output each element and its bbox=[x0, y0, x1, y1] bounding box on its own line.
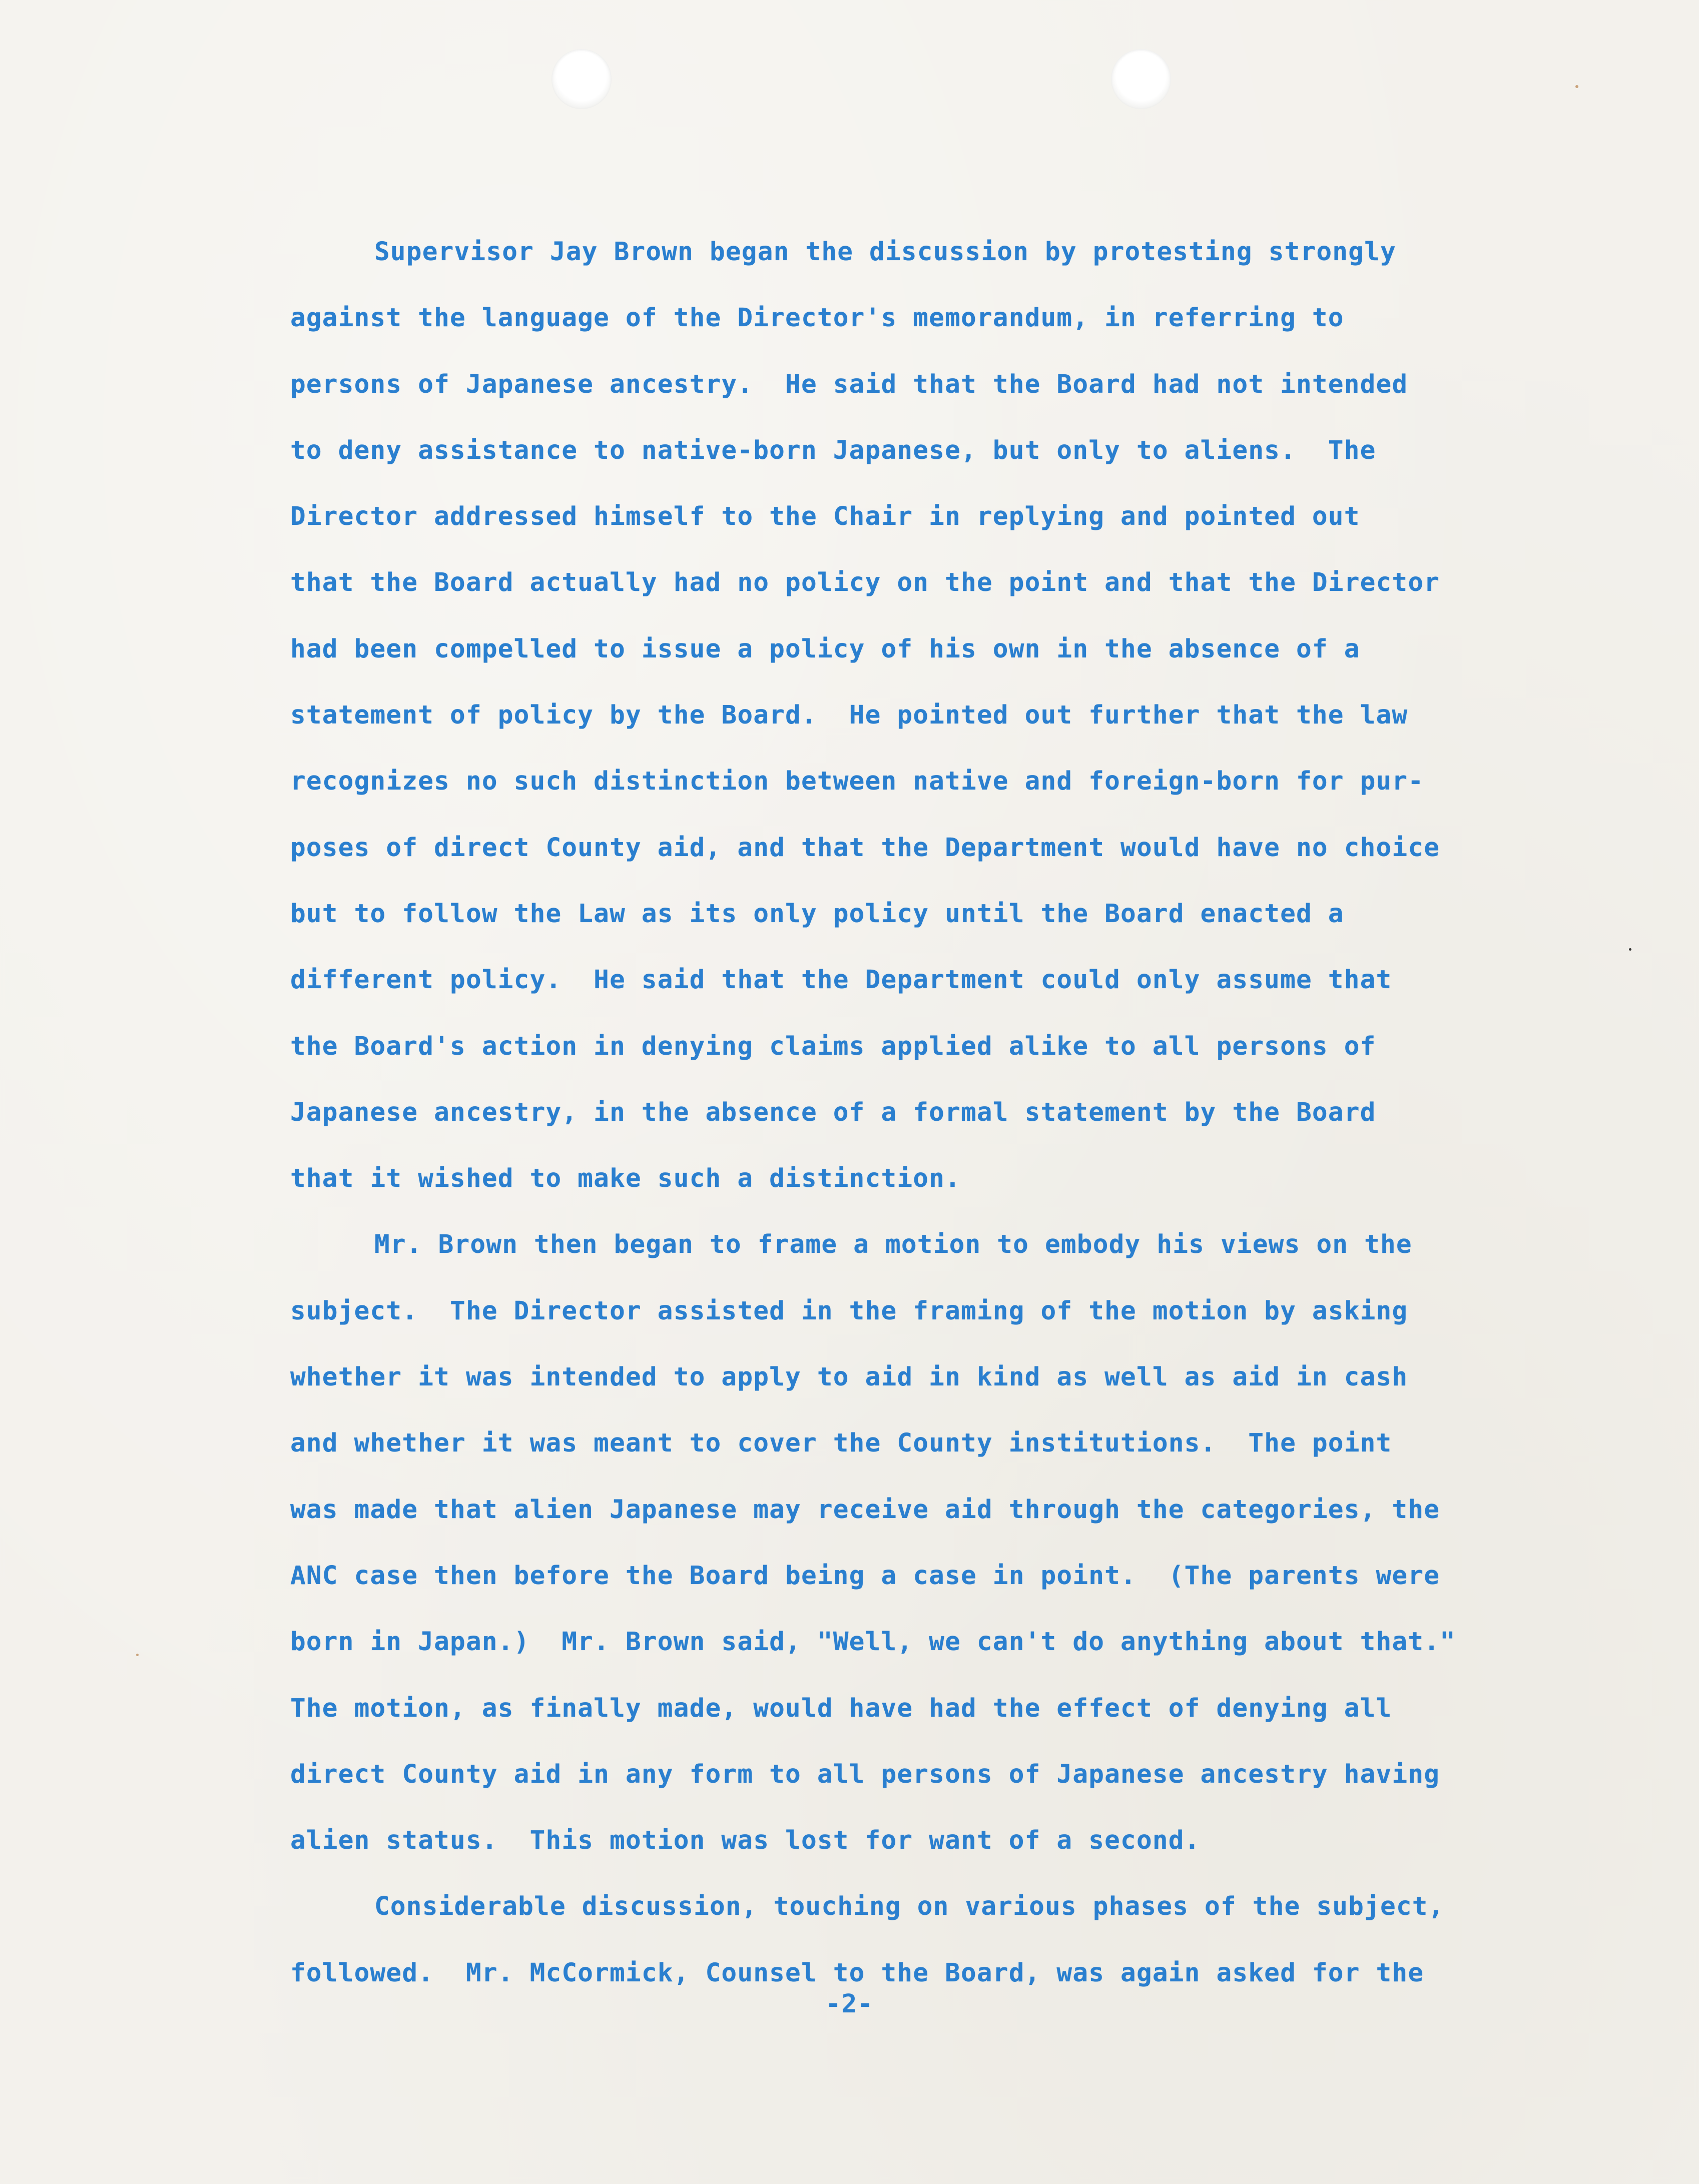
text-line: Japanese ancestry, in the absence of a formal statement by the Board bbox=[290, 1097, 1376, 1127]
text-line: Mr. Brown then began to frame a motion to embody his views on the bbox=[374, 1230, 1412, 1260]
text-line: recognizes no such distinction between native and foreign-born for pur- bbox=[290, 767, 1424, 797]
text-line: was made that alien Japanese may receive aid through the categories, the bbox=[290, 1495, 1440, 1525]
text-line: poses of direct County aid, and that the Department would have no choice bbox=[290, 833, 1440, 863]
punch-hole-left bbox=[551, 49, 612, 109]
text-line: statement of policy by the Board. He pointed out further that the law bbox=[290, 700, 1408, 731]
text-line: different policy. He said that the Department could only assume that bbox=[290, 965, 1392, 995]
text-line: against the language of the Director's memorandum, in referring to bbox=[290, 303, 1344, 333]
text-line: had been compelled to issue a policy of his own in the absence of a bbox=[290, 634, 1360, 664]
paper-speck bbox=[136, 1654, 139, 1656]
text-line: to deny assistance to native-born Japanese, but only to aliens. The bbox=[290, 435, 1376, 465]
text-line: that it wished to make such a distinction. bbox=[290, 1164, 961, 1194]
text-line: the Board's action in denying claims applied alike to all persons of bbox=[290, 1031, 1376, 1061]
paper-speck bbox=[1575, 85, 1578, 88]
text-line: Director addressed himself to the Chair in replying and pointed out bbox=[290, 502, 1360, 532]
text-line: and whether it was meant to cover the County institutions. The point bbox=[290, 1428, 1392, 1459]
text-line: but to follow the Law as its only policy until the Board enacted a bbox=[290, 899, 1344, 929]
text-line: alien status. This motion was lost for want of a second. bbox=[290, 1826, 1201, 1856]
text-line: whether it was intended to apply to aid in kind as well as aid in cash bbox=[290, 1362, 1408, 1392]
paper-speck bbox=[1629, 948, 1631, 951]
text-line: followed. Mr. McCormick, Counsel to the Board, was again asked for the bbox=[290, 1958, 1424, 1988]
text-line: subject. The Director assisted in the framing of the motion by asking bbox=[290, 1296, 1408, 1326]
punch-hole-right bbox=[1111, 49, 1171, 109]
text-line: that the Board actually had no policy on the point and that the Director bbox=[290, 568, 1440, 598]
text-line: Considerable discussion, touching on various phases of the subject, bbox=[374, 1892, 1444, 1922]
page-number: -2- bbox=[825, 1989, 874, 2019]
text-line: persons of Japanese ancestry. He said that the Board had not intended bbox=[290, 369, 1408, 399]
text-line: ANC case then before the Board being a case in point. (The parents were bbox=[290, 1561, 1440, 1591]
text-line: direct County aid in any form to all persons of Japanese ancestry having bbox=[290, 1759, 1440, 1789]
text-line: The motion, as finally made, would have had the effect of denying all bbox=[290, 1693, 1392, 1723]
typed-body-text bbox=[290, 219, 1521, 2006]
text-line: born in Japan.) Mr. Brown said, "Well, we can't do anything about that." bbox=[290, 1627, 1456, 1657]
text-line: Supervisor Jay Brown began the discussion by protesting strongly bbox=[374, 237, 1396, 267]
